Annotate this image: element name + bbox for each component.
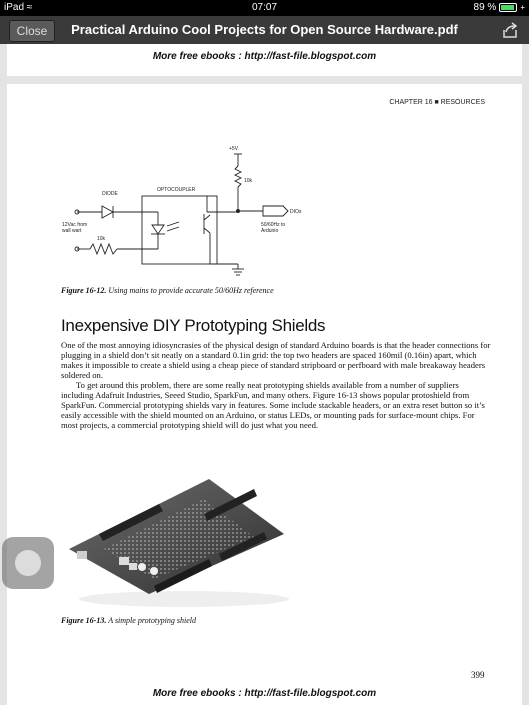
nav-bar (0, 16, 529, 44)
status-time: 07:07 (251, 2, 278, 13)
close-button[interactable]: Close (9, 20, 55, 42)
label-out: DIOs (290, 209, 302, 215)
page-footer: More free ebooks : http://fast-file.blogspot.com (152, 688, 377, 699)
assistive-touch-button[interactable] (2, 537, 54, 589)
label-5v: +5V (229, 146, 239, 152)
label-out-note2: Arduino (261, 228, 279, 234)
pdf-page (7, 84, 522, 705)
running-head: CHAPTER 16 ■ RESOURCES (389, 99, 485, 106)
figure-13-label: Figure 16-13. (61, 616, 107, 625)
charging-icon: + (520, 3, 525, 12)
battery-percent: 89 % (473, 2, 497, 13)
label-out-note1: 50/60Hz to (261, 222, 286, 228)
label-opto: OPTOCOUPLER (157, 187, 196, 193)
label-input2: wall wart (62, 228, 82, 234)
figure-13-caption (61, 616, 196, 625)
prototyping-shield-photo (59, 459, 299, 609)
device-name: iPad (4, 2, 25, 13)
section-title: Inexpensive DIY Prototyping Shields (61, 316, 326, 335)
document-title: Practical Arduino Cool Projects for Open Source Hardware.pdf (71, 22, 458, 37)
status-bar (0, 0, 529, 16)
battery-icon (499, 3, 517, 12)
wifi-icon: ≈ (26, 2, 33, 13)
status-right (474, 2, 525, 13)
previous-page (7, 44, 522, 76)
figure-13-text: A simple prototyping shield (106, 616, 196, 625)
paragraph-1: One of the most annoying idiosyncrasies of the physical design of standard Arduino boards is that the header connections for plugging in a shield don’t sit neatly on a standard 0.1in grid: the top two headers are spaced 160mil (0.16in) apart, which makes it impossible to create a shield using a cheap piece of standard stripboard or perfboard with male breakaway headers soldered on. (61, 340, 491, 380)
label-input: 12Vac from (62, 222, 88, 228)
share-icon[interactable] (501, 21, 519, 39)
assistive-touch-icon (15, 550, 41, 576)
body-text (61, 340, 493, 430)
figure-12-caption (61, 286, 274, 295)
paragraph-2: To get around this problem, there are some really neat prototyping shields available from a number of suppliers including Adafruit Industries, Seeed Studio, SparkFun, and many others. Figure 16-13 shows popular protoshield from SparkFun. Commercial prototyping shields vary in features. Some include stackable headers, or an extra reset button so it’s easily accessible with the shield mounted on an Arduino, or status LEDs, or mounting pads for surface-mount chips. For most projects, a commercial prototyping shield will do just what you need. (61, 380, 485, 430)
figure-12-text: Using mains to provide accurate 50/60Hz reference (106, 286, 274, 295)
label-r1: 10k (244, 178, 253, 184)
label-r2: 10k (97, 236, 106, 242)
page-number: 399 (471, 670, 485, 680)
previous-page-footer: More free ebooks : http://fast-file.blogspot.com (152, 51, 377, 62)
figure-12-label: Figure 16-12. (61, 286, 107, 295)
circuit-diagram (7, 84, 522, 284)
label-diode: DIODE (102, 191, 118, 197)
